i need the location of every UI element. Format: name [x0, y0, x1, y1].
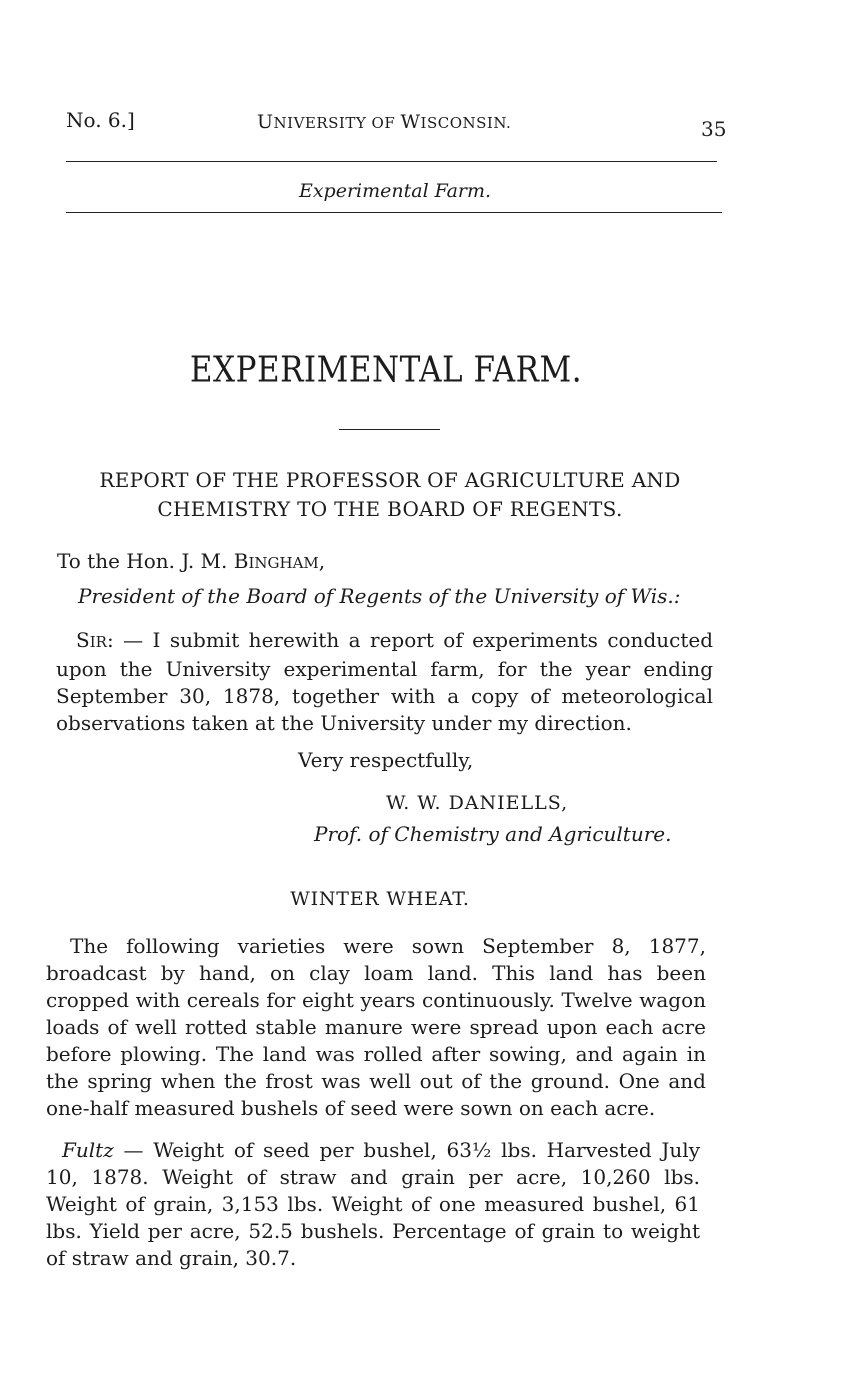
addressee-title: President of the Board of Regents of the University of Wis.: [78, 584, 681, 608]
addressee-name: INGHAM [248, 554, 319, 572]
header-smallcaps-2: ISCONSIN. [420, 114, 512, 132]
variety-name: Fultz [62, 1138, 114, 1162]
letter-body [56, 627, 713, 737]
signer-title: Prof. of Chemistry and Agriculture. [314, 822, 672, 846]
header-rule-bottom [66, 212, 722, 213]
header-rule-top [66, 161, 717, 162]
running-title: Experimental Farm. [298, 180, 492, 202]
page-title: EXPERIMENTAL FARM. [189, 349, 583, 391]
document-number: No. 6.] [66, 108, 135, 132]
section-heading: WINTER WHEAT. [290, 888, 470, 910]
intro-paragraph: The following varieties were sown September 8, 1877, broadcast by hand, on clay loam land. This land has been cropped with cereals for eight years continuously. Twelve wagon loads of well rotted stable manure were spread upon each acre before plowing. The land was rolled after sowing, and again in the spring when the frost was well out of the ground. One and one-half measured bushels of seed were sown on each acre. [46, 934, 706, 1120]
running-header [257, 111, 511, 133]
letter-text: — I submit herewith a report of experiments conducted upon the University experimental farm, for the year ending September 30, 1878, together with a copy of meteorological observations taken at the University under my direction. [56, 628, 713, 735]
salutation-initial: S [76, 628, 90, 652]
header-initial-1: U [257, 111, 274, 133]
title-rule [339, 429, 440, 430]
variety-text: — Weight of seed per bushel, 63½ lbs. Harvested July 10, 1878. Weight of straw and grain per acre, 10,260 lbs. Weight of grain, 3,153 lbs. Weight of one measured bushel, 61 lbs. Yield per acre, 52.5 bushels. Percentage of grain to weight of straw and grain, 30.7. [46, 1138, 700, 1270]
addressee-suffix: , [318, 549, 326, 573]
salutation-punct: : [106, 628, 114, 652]
addressee-line [57, 549, 325, 573]
header-smallcaps-1: NIVERSITY OF [273, 114, 401, 132]
salutation-smallcaps: IR [89, 633, 107, 651]
fultz-paragraph [46, 1137, 700, 1272]
page-number: 35 [701, 117, 727, 141]
header-initial-2: W [400, 111, 421, 133]
signer-name: W. W. DANIELLS, [386, 792, 569, 814]
letter-closing: Very respectfully, [298, 748, 474, 772]
addressee-prefix: To the Hon. J. M. B [57, 549, 249, 573]
report-subtitle: REPORT OF THE PROFESSOR OF AGRICULTURE AND CHEMISTRY TO THE BOARD OF REGENTS. [99, 468, 681, 521]
